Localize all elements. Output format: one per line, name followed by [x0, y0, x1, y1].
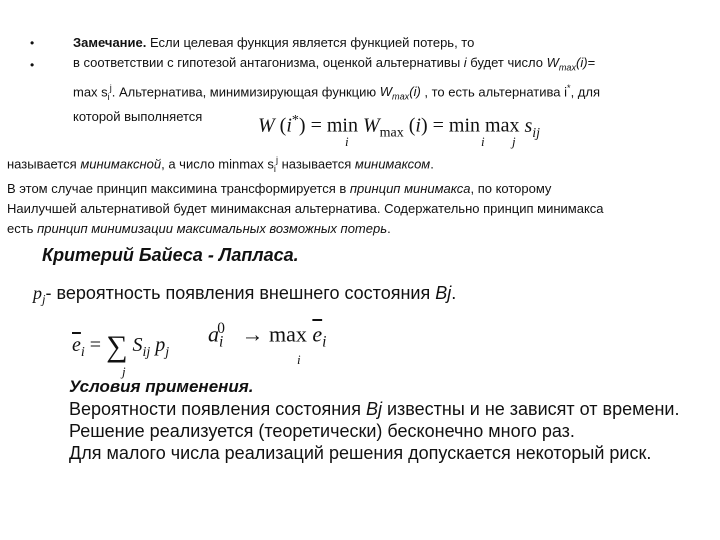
bullet-2: •	[30, 58, 35, 72]
remark-line-1-text: Если целевая функция является функцией потерь, то	[146, 35, 475, 50]
condition-item-3: Для малого числа реализаций решения допускается некоторый риск.	[69, 443, 652, 463]
probability-line: $p_j-$ вероятность появления внешнего состояния Bj.	[33, 283, 457, 307]
para-line-1: называется минимаксной, а число minmax $s_i^j$ называется минимаксом.	[7, 155, 434, 174]
remark-line-4: которой выполняется	[73, 108, 203, 124]
conditions-title: Условия применения.	[69, 377, 254, 396]
formula-bayes-sub-i: i	[297, 352, 301, 367]
formula-minimax-sub-i2: i	[481, 134, 485, 149]
formula-minimax: W $(i^*) = \min W_{max}$ $(i) = \min \max s_{ij}$	[258, 113, 541, 141]
bullet-1: •	[30, 36, 35, 50]
conditions-list	[69, 398, 679, 464]
condition-item-2: Решение реализуется (теоретически) бесконечно много раз.	[69, 421, 575, 441]
formula-minimax-sub-j: j	[512, 134, 516, 149]
formula-minimax-sub-i1: i	[345, 134, 349, 149]
para-line-2: В этом случае принцип максимина трансформируется в принцип минимакса, по которому	[7, 180, 552, 196]
remark-label: Замечание.	[73, 35, 147, 50]
bayes-laplace-heading: Критерий Байеса - Лапласа.	[42, 245, 299, 265]
para-line-3: Наилучшей альтернативой будет минимаксная альтернатива. Содержательно принцип минимакса	[7, 200, 604, 216]
remark-line-1	[73, 33, 693, 53]
formula-bayes-right: $a_i^0 \to \max \overline{e}_i$	[208, 320, 327, 351]
formula-bayes-sub-j: j	[122, 364, 126, 379]
remark-line-2: в соответствии с гипотезой антагонизма, оценкой альтернативы i будет число $W_{max}(i)=$	[73, 55, 596, 73]
minimax-paragraph	[7, 150, 717, 239]
remark-line-3: $\max s_i^j$. Альтернатива, минимизирующая функцию $W_{max}(i)$ , то есть альтернатива i*, для	[73, 82, 600, 102]
condition-item-1: Вероятности появления состояния Bj известны и не зависят от времени.	[69, 399, 680, 419]
formula-bayes: $\overline{e}_i$ = ∑ $S_{ij}$ $p_j$	[72, 330, 170, 363]
para-line-4: есть принцип минимизации максимальных возможных потерь.	[7, 220, 391, 236]
